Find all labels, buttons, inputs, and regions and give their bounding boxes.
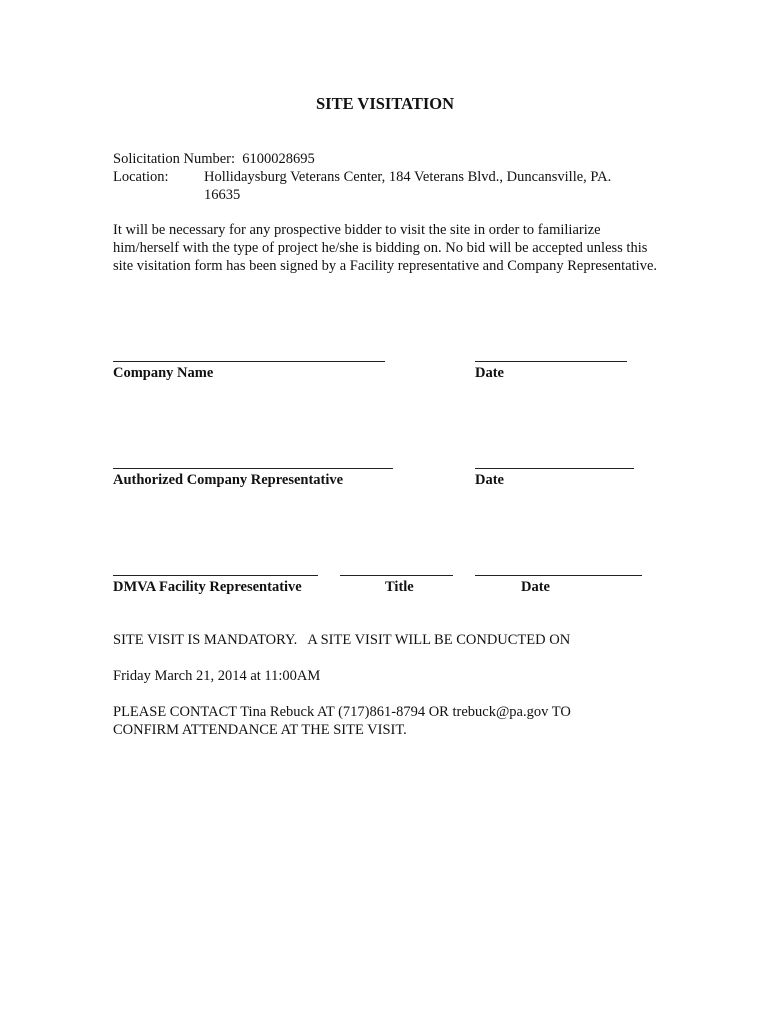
solicitation-label: Solicitation Number: <box>113 151 236 167</box>
dmva-date-label: Date <box>521 579 550 595</box>
dmva-date-signature-line[interactable] <box>475 575 642 576</box>
solicitation-row <box>113 150 315 168</box>
location-label: Location: <box>113 169 169 185</box>
company-name-label: Company Name <box>113 365 214 381</box>
location-value: Hollidaysburg Veterans Center, 184 Veterans Blvd., Duncansville, PA. 16635 <box>204 169 612 203</box>
authorized-date-signature-line[interactable] <box>475 468 634 469</box>
authorized-rep-signature-line[interactable] <box>113 468 393 469</box>
authorized-date-label: Date <box>475 472 504 488</box>
dmva-rep-label: DMVA Facility Representative <box>113 579 302 595</box>
intro-paragraph: It will be necessary for any prospective bidder to visit the site in order to familiarize him/herself with the type of project he/she is bidding on. No bid will be accepted unless this site visitation form has been signed by a Facility representative and Company Representative. <box>113 222 658 274</box>
company-date-signature-line[interactable] <box>475 361 627 362</box>
dmva-title-label: Title <box>385 579 414 595</box>
company-date-label: Date <box>475 365 504 381</box>
solicitation-number: 6100028695 <box>242 151 315 167</box>
company-name-signature-line[interactable] <box>113 361 385 362</box>
contact-instructions: PLEASE CONTACT Tina Rebuck AT (717)861-8794 OR trebuck@pa.gov TO CONFIRM ATTENDANCE AT THE SITE VISIT. <box>113 704 571 738</box>
dmva-rep-signature-line[interactable] <box>113 575 318 576</box>
document-title: SITE VISITATION <box>315 94 455 113</box>
visit-datetime: Friday March 21, 2014 at 11:00AM <box>113 668 321 684</box>
authorized-rep-label: Authorized Company Representative <box>113 472 344 488</box>
dmva-title-signature-line[interactable] <box>340 575 453 576</box>
mandatory-notice: SITE VISIT IS MANDATORY. A SITE VISIT WILL BE CONDUCTED ON <box>113 632 571 648</box>
